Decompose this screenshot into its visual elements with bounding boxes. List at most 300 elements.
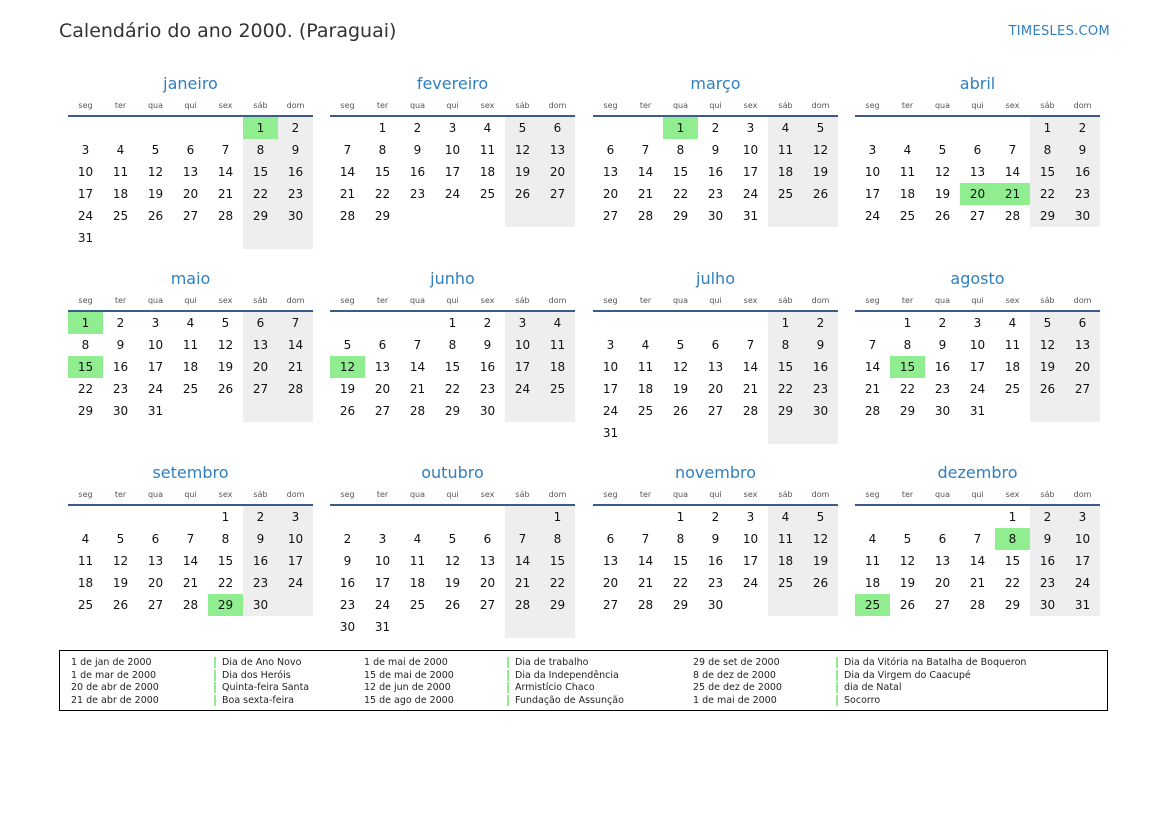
day-cell: 10 [77,165,94,179]
month-outubro [330,462,575,638]
day-cell: 13 [243,334,278,356]
day-cell: 28 [742,404,759,418]
empty-day-cell [733,422,768,444]
weekday-label: qua [672,296,689,305]
day-cell: 6 [606,143,615,157]
day-cell: 15 [374,165,391,179]
legend-holiday-name: Dia da Vitória na Batalha de Boqueron [844,656,1027,668]
weekday-label: ter [901,490,914,499]
day-cell: 14 [742,360,759,374]
weekday-label: qui [971,296,984,305]
day-grid [68,312,313,422]
day-cell: 7 [746,338,755,352]
day-cell: 7 [973,532,982,546]
day-cell: 11 [409,554,426,568]
day-cell: 25 [479,187,496,201]
day-cell: 10 [444,143,461,157]
day-cell: 10 [742,143,759,157]
day-cell: 14 [339,165,356,179]
legend-item [693,694,1104,707]
holiday-day-cell: 21 [995,183,1030,205]
weekday-label: dom [286,296,305,305]
empty-day-cell [278,594,313,616]
legend-holiday-name: Dia de trabalho [515,656,589,668]
month-junho [330,268,575,422]
empty-day-cell [365,312,400,334]
day-cell: 22 [217,576,234,590]
day-cell: 8 [540,528,575,550]
day-cell: 1 [1030,117,1065,139]
day-cell: 12 [803,528,838,550]
day-cell: 21 [505,572,540,594]
empty-day-cell [925,117,960,139]
day-cell: 9 [483,338,492,352]
day-cell: 23 [479,382,496,396]
legend-holiday-name: Quinta-feira Santa [222,682,310,694]
legend-column [71,656,362,707]
legend-date: 12 de jun de 2000 [364,682,451,694]
day-cell: 14 [637,554,654,568]
day-cell: 23 [1030,572,1065,594]
day-cell: 24 [742,187,759,201]
day-cell: 13 [602,165,619,179]
day-cell: 8 [768,334,803,356]
day-cell: 26 [505,183,540,205]
day-cell: 2 [938,316,947,330]
legend-holiday-name: Armistício Chaco [515,682,595,694]
day-cell: 5 [903,532,912,546]
legend-holiday-name: dia de Natal [844,682,902,694]
month-name: novembro [675,463,756,482]
day-cell: 2 [483,316,492,330]
day-cell: 25 [182,382,199,396]
month-name: junho [430,269,475,288]
day-cell: 16 [1065,161,1100,183]
day-cell: 17 [374,576,391,590]
empty-day-cell [435,506,470,528]
weekday-label: sex [1005,490,1020,499]
holiday-day-cell: 20 [960,183,995,205]
day-cell: 25 [768,183,803,205]
day-cell: 4 [641,338,650,352]
empty-day-cell [365,506,400,528]
weekday-label: sáb [1040,490,1055,499]
day-cell: 13 [182,165,199,179]
day-cell: 30 [112,404,129,418]
day-cell: 16 [803,356,838,378]
day-cell: 12 [444,554,461,568]
day-grid [68,117,313,249]
day-cell: 6 [938,532,947,546]
day-cell: 18 [182,360,199,374]
weekday-header [855,98,1100,113]
day-cell: 23 [409,187,426,201]
day-cell: 2 [803,312,838,334]
weekday-label: qui [971,101,984,110]
day-cell: 8 [243,139,278,161]
day-cell: 2 [711,121,720,135]
day-cell: 9 [711,143,720,157]
day-grid [855,117,1100,227]
weekday-header [593,98,838,113]
day-cell: 6 [378,338,387,352]
empty-day-cell [470,616,505,638]
day-cell: 9 [803,334,838,356]
day-cell: 22 [1030,183,1065,205]
day-cell: 27 [540,183,575,205]
weekday-header [68,98,313,113]
day-cell: 3 [868,143,877,157]
weekday-label: qua [147,296,164,305]
day-cell: 3 [746,510,755,524]
day-cell: 26 [803,183,838,205]
day-cell: 16 [112,360,129,374]
day-cell: 27 [147,598,164,612]
day-cell: 17 [77,187,94,201]
day-cell: 28 [339,209,356,223]
legend-date: 1 de mai de 2000 [364,656,448,668]
empty-day-cell [138,506,173,528]
site-link[interactable]: TIMESLES.COM [1008,24,1110,39]
day-cell: 4 [483,121,492,135]
legend-date: 21 de abr de 2000 [71,694,159,706]
month-name: setembro [152,463,229,482]
weekday-label: sáb [778,490,793,499]
day-cell: 28 [1004,209,1021,223]
legend-date: 1 de mai de 2000 [693,694,777,706]
day-cell: 3 [448,121,457,135]
legend-marker [507,682,509,693]
empty-day-cell [855,506,890,528]
legend-date: 15 de ago de 2000 [364,694,454,706]
day-cell: 30 [934,404,951,418]
empty-day-cell [208,117,243,139]
month-name: abril [959,74,996,93]
day-cell: 6 [483,532,492,546]
empty-day-cell [330,117,365,139]
day-cell: 2 [116,316,125,330]
day-cell: 6 [1065,312,1100,334]
day-cell: 17 [969,360,986,374]
empty-day-cell [103,506,138,528]
day-cell: 1 [221,510,230,524]
day-cell: 9 [116,338,125,352]
day-cell: 19 [803,550,838,572]
empty-day-cell [173,227,208,249]
day-cell: 8 [81,338,90,352]
weekday-label: sáb [1040,296,1055,305]
day-cell: 20 [602,187,619,201]
day-cell: 22 [540,572,575,594]
day-cell: 30 [803,400,838,422]
holiday-day-cell: 12 [330,356,365,378]
day-cell: 8 [378,143,387,157]
day-cell: 8 [1030,139,1065,161]
day-cell: 12 [112,554,129,568]
day-cell: 1 [903,316,912,330]
empty-day-cell [435,205,470,227]
day-cell: 9 [938,338,947,352]
day-cell: 5 [803,506,838,528]
day-cell: 7 [413,338,422,352]
month-name: agosto [950,269,1005,288]
empty-day-cell [803,422,838,444]
weekday-header [855,487,1100,502]
day-cell: 21 [409,382,426,396]
day-cell: 20 [707,382,724,396]
weekday-label: qua [934,101,951,110]
day-cell: 26 [339,404,356,418]
day-cell: 27 [182,209,199,223]
weekday-label: qui [971,490,984,499]
weekday-header [68,293,313,308]
weekday-label: dom [548,490,567,499]
weekday-label: qui [184,296,197,305]
day-cell: 5 [448,532,457,546]
weekday-label: dom [1073,490,1092,499]
weekday-label: sáb [515,296,530,305]
day-cell: 15 [672,165,689,179]
weekday-label: dom [548,296,567,305]
day-cell: 5 [343,338,352,352]
legend-holiday-name: Boa sexta-feira [222,694,294,706]
empty-day-cell [593,506,628,528]
day-cell: 20 [182,187,199,201]
weekday-label: ter [901,296,914,305]
empty-day-cell [173,400,208,422]
day-cell: 25 [768,572,803,594]
day-cell: 29 [768,400,803,422]
weekday-header [593,293,838,308]
day-grid [593,117,838,227]
day-cell: 2 [278,117,313,139]
holiday-day-cell: 1 [243,117,278,139]
legend-item [364,681,685,694]
day-cell: 19 [112,576,129,590]
day-cell: 17 [602,382,619,396]
day-cell: 1 [448,316,457,330]
weekday-label: sex [218,101,233,110]
legend-column [693,656,1104,707]
day-cell: 18 [409,576,426,590]
day-cell: 23 [339,598,356,612]
month-name: outubro [421,463,484,482]
day-cell: 24 [742,576,759,590]
day-cell: 19 [934,187,951,201]
day-cell: 22 [243,183,278,205]
day-cell: 13 [1065,334,1100,356]
weekday-label: ter [114,101,127,110]
day-cell: 2 [1065,117,1100,139]
day-cell: 14 [505,550,540,572]
day-cell: 23 [243,572,278,594]
empty-day-cell [243,227,278,249]
day-cell: 18 [540,356,575,378]
weekday-header [330,487,575,502]
day-cell: 26 [899,598,916,612]
legend-item [693,669,1104,682]
holiday-day-cell: 1 [663,117,698,139]
empty-day-cell [505,400,540,422]
empty-day-cell [628,117,663,139]
month-name: maio [170,269,211,288]
legend-item [693,681,1104,694]
day-cell: 20 [147,576,164,590]
day-cell: 19 [505,161,540,183]
day-cell: 5 [151,143,160,157]
day-cell: 15 [1030,161,1065,183]
day-cell: 7 [278,312,313,334]
day-cell: 15 [243,161,278,183]
day-cell: 4 [540,312,575,334]
legend-item [364,656,685,669]
weekday-label: qui [184,101,197,110]
holiday-day-cell: 1 [68,312,103,334]
legend-marker [214,695,216,706]
empty-day-cell [278,227,313,249]
empty-day-cell [995,400,1030,422]
day-cell: 21 [278,356,313,378]
day-cell: 4 [768,506,803,528]
weekday-label: qua [934,490,951,499]
holiday-day-cell: 8 [995,528,1030,550]
day-cell: 16 [409,165,426,179]
day-cell: 5 [221,316,230,330]
weekday-label: ter [639,101,652,110]
day-cell: 16 [479,360,496,374]
day-cell: 8 [676,532,685,546]
day-cell: 23 [1065,183,1100,205]
day-cell: 10 [147,338,164,352]
day-cell: 2 [343,532,352,546]
weekday-label: sex [218,296,233,305]
month-name: julho [696,269,735,288]
day-cell: 30 [243,594,278,616]
day-cell: 1 [676,510,685,524]
day-cell: 18 [864,576,881,590]
day-cell: 12 [672,360,689,374]
day-cell: 28 [182,598,199,612]
day-cell: 3 [973,316,982,330]
day-cell: 21 [637,576,654,590]
day-cell: 3 [505,312,540,334]
weekday-label: sáb [253,296,268,305]
day-cell: 13 [479,554,496,568]
weekday-label: dom [1073,101,1092,110]
day-cell: 14 [217,165,234,179]
empty-day-cell [208,400,243,422]
day-cell: 10 [278,528,313,550]
day-cell: 22 [1004,576,1021,590]
day-cell: 6 [151,532,160,546]
empty-day-cell [208,227,243,249]
weekday-label: qui [446,296,459,305]
weekday-label: ter [901,101,914,110]
day-cell: 26 [217,382,234,396]
weekday-label: seg [865,101,880,110]
weekday-header [330,98,575,113]
day-cell: 4 [1008,316,1017,330]
legend-item [364,694,685,707]
day-cell: 24 [864,209,881,223]
day-cell: 8 [903,338,912,352]
day-cell: 12 [1030,334,1065,356]
day-cell: 17 [147,360,164,374]
day-cell: 2 [1030,506,1065,528]
day-cell: 15 [672,554,689,568]
day-cell: 12 [934,165,951,179]
day-cell: 14 [969,554,986,568]
legend-item [71,681,362,694]
weekday-label: seg [603,101,618,110]
day-cell: 29 [374,209,391,223]
day-cell: 10 [1065,528,1100,550]
weekday-label: dom [548,101,567,110]
day-cell: 9 [1030,528,1065,550]
empty-day-cell [663,422,698,444]
day-cell: 2 [243,506,278,528]
weekday-label: ter [639,490,652,499]
legend-marker [507,657,509,668]
empty-day-cell [173,506,208,528]
legend-marker [836,657,838,668]
empty-day-cell [890,506,925,528]
day-cell: 18 [112,187,129,201]
weekday-label: seg [340,296,355,305]
weekday-label: dom [286,101,305,110]
day-cell: 4 [903,143,912,157]
weekday-label: dom [286,490,305,499]
day-cell: 17 [742,165,759,179]
day-cell: 17 [742,554,759,568]
empty-day-cell [68,117,103,139]
day-cell: 16 [934,360,951,374]
day-cell: 29 [540,594,575,616]
day-cell: 1 [768,312,803,334]
day-cell: 10 [742,532,759,546]
weekday-label: dom [811,101,830,110]
weekday-label: sáb [515,101,530,110]
day-cell: 6 [606,532,615,546]
empty-day-cell [698,422,733,444]
day-cell: 1 [1008,510,1017,524]
day-cell: 9 [243,528,278,550]
day-cell: 29 [672,209,689,223]
month-dezembro [855,462,1100,616]
day-cell: 20 [934,576,951,590]
day-cell: 12 [505,139,540,161]
empty-day-cell [925,506,960,528]
empty-day-cell [173,117,208,139]
weekday-header [593,487,838,502]
day-cell: 22 [444,382,461,396]
day-cell: 18 [768,550,803,572]
empty-day-cell [1065,400,1100,422]
weekday-label: ter [376,296,389,305]
day-cell: 20 [374,382,391,396]
day-cell: 23 [278,183,313,205]
day-cell: 14 [182,554,199,568]
day-cell: 24 [505,378,540,400]
day-cell: 29 [899,404,916,418]
weekday-label: ter [114,490,127,499]
day-grid [855,312,1100,422]
day-cell: 31 [374,620,391,634]
day-grid [330,117,575,227]
day-cell: 6 [186,143,195,157]
day-cell: 9 [343,554,352,568]
day-cell: 25 [899,209,916,223]
